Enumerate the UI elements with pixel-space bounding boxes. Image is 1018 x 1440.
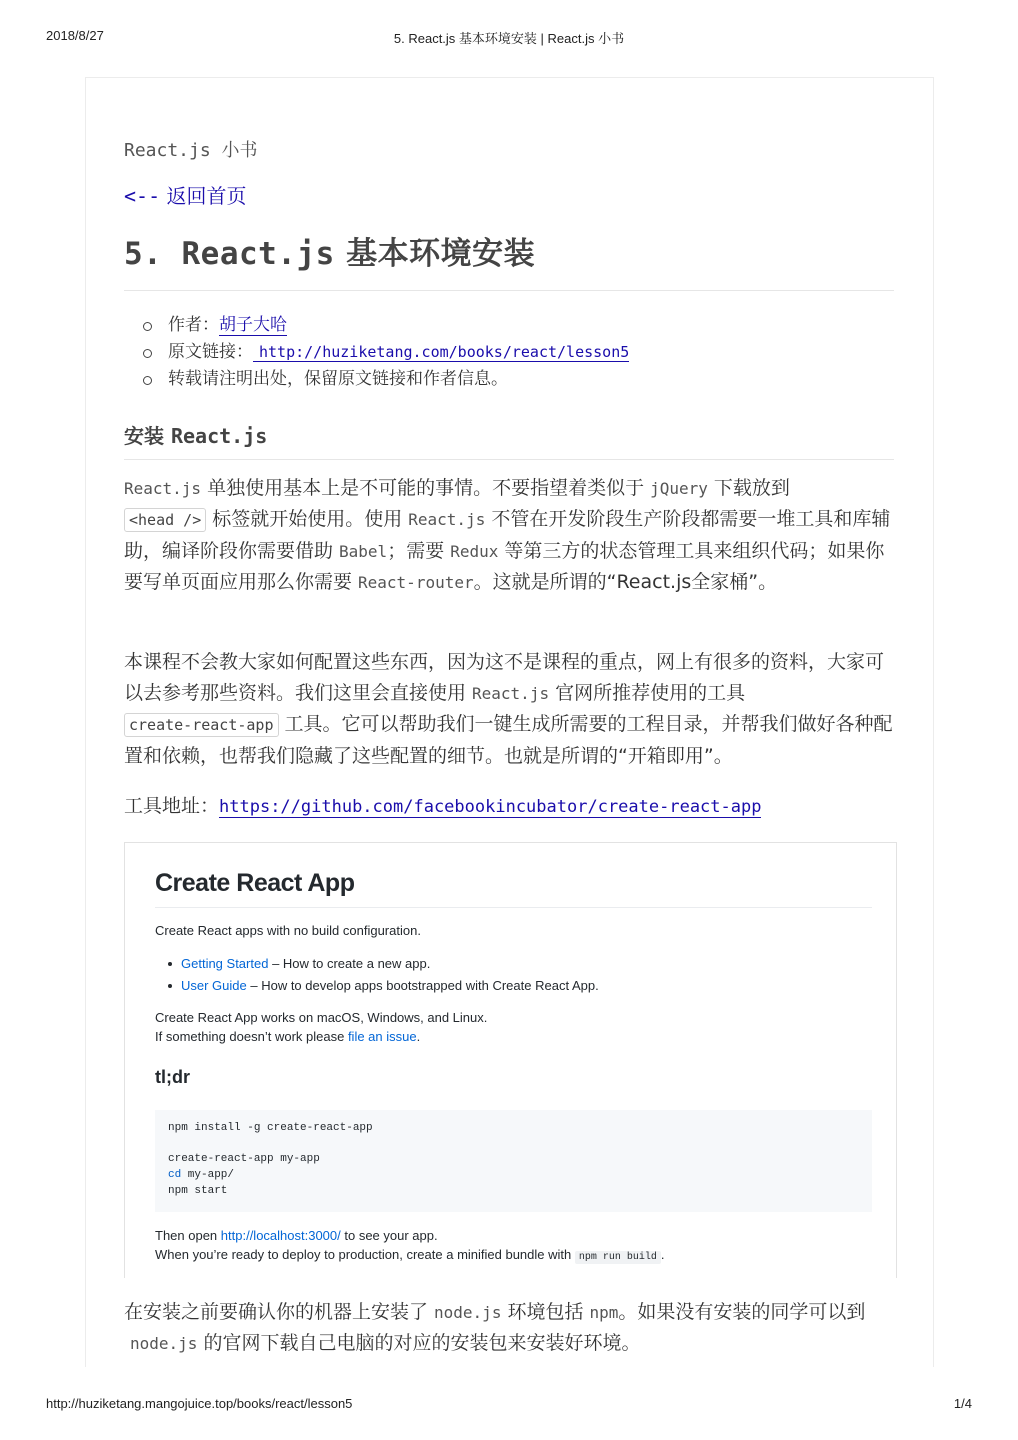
inline-code-box: <head /> — [124, 508, 206, 532]
page-title-suffix: 基本环境安装 — [346, 236, 536, 272]
text: . — [416, 1029, 421, 1044]
text: ；需要 — [387, 540, 445, 562]
section-divider — [124, 459, 894, 460]
meta-author — [168, 312, 629, 339]
shot-divider — [155, 907, 872, 908]
text: my-app/ — [181, 1169, 235, 1181]
text: 的官网下载自己电脑的对应的安装包来安装好环境。 — [203, 1332, 641, 1354]
localhost-link[interactable]: http://localhost:3000/ — [220, 1228, 341, 1243]
text: 标签就开始使用。使用 — [212, 508, 403, 530]
shot-code-block — [155, 1110, 872, 1212]
print-date: 2018/8/27 — [46, 28, 104, 43]
code-line: npm start — [168, 1185, 228, 1197]
user-guide-link[interactable]: User Guide — [181, 978, 247, 993]
text: 不管在开发阶段生产阶段都需要一堆工具和库辅助，编译阶段你需要借助 — [124, 508, 891, 562]
back-home-label: 返回首页 — [166, 184, 247, 208]
back-home-link[interactable] — [124, 180, 246, 209]
text: . — [660, 1247, 665, 1262]
inline-code: npm — [589, 1303, 619, 1322]
title-divider — [124, 290, 894, 291]
meta-source — [168, 339, 629, 366]
file-issue-link[interactable]: file an issue — [347, 1029, 417, 1044]
meta-notice: 转载请注明出处，保留原文链接和作者信息。 — [168, 366, 629, 393]
inline-code: Babel — [339, 542, 388, 561]
code-line — [168, 1169, 234, 1181]
shot-then-open — [155, 1226, 438, 1245]
code-line: create-react-app my-app — [168, 1153, 320, 1165]
text: 单独使用基本上是不可能的事情。不要指望着类似于 — [207, 477, 645, 499]
shot-deploy — [155, 1245, 665, 1267]
source-link[interactable]: http://huziketang.com/books/react/lesson5 — [253, 343, 629, 362]
inline-code: React.js — [472, 684, 550, 703]
page-title — [124, 228, 535, 273]
text: 本课程不会教大家如何配置这些东西，因为这不是课程的重点，网上有很多的资料，大家可以去参考那些资料。我们这里会直接使用 — [124, 651, 885, 704]
text: When you’re ready to deploy to production, create a minified bundle with — [155, 1247, 575, 1262]
tool-address-label: 工具地址： — [124, 795, 220, 817]
shot-bullets — [181, 953, 599, 997]
section-heading-code: React.js — [170, 424, 268, 448]
shot-issue-line — [155, 1027, 420, 1046]
tool-address-link[interactable]: https://github.com/facebookincubator/create-react-app — [219, 797, 762, 817]
author-link[interactable]: 胡子大哈 — [219, 315, 287, 335]
shot-bullet — [181, 975, 599, 997]
paragraph-intro — [124, 473, 896, 598]
shot-title: Create React App — [155, 869, 355, 897]
text: to see your app. — [340, 1228, 438, 1243]
inline-code-box: create-react-app — [124, 713, 279, 737]
text: – How to develop apps bootstrapped with Create React App. — [246, 978, 599, 993]
site-brand: React.js 小书 — [124, 140, 258, 161]
text: 环境包括 — [507, 1301, 584, 1323]
paragraph-node — [124, 1297, 896, 1359]
text: 下载放到 — [713, 477, 790, 499]
text: 官网所推荐使用的工具 — [555, 682, 746, 704]
text: 等第三方的状态管理工具来组织代码；如果你要写单页面应用那么你需要 — [124, 540, 885, 593]
source-label: 原文链接： — [168, 342, 253, 362]
section-heading-text: 安装 — [124, 424, 164, 448]
shot-works-on: Create React App works on macOS, Windows, and Linux. — [155, 1010, 488, 1025]
text: Then open — [155, 1228, 221, 1243]
article-meta — [168, 312, 629, 393]
print-url: http://huziketang.mangojuice.top/books/react/lesson5 — [46, 1396, 353, 1411]
code-keyword: cd — [168, 1169, 182, 1181]
page-title-prefix: 5. React.js — [124, 236, 335, 272]
shot-bullet — [181, 953, 599, 975]
text: 在安装之前要确认你的机器上安装了 — [124, 1301, 429, 1323]
print-footer — [46, 1396, 972, 1414]
inline-code: React-router — [358, 573, 474, 592]
section-heading — [124, 420, 267, 449]
text: 。如果没有安装的同学可以到 — [618, 1301, 866, 1323]
print-header — [46, 28, 972, 46]
inline-code: npm run build — [575, 1251, 661, 1264]
print-page-title: 5. React.js 基本环境安装 | React.js 小书 — [393, 31, 625, 46]
getting-started-link[interactable]: Getting Started — [181, 956, 269, 971]
page-number: 1/4 — [953, 1396, 972, 1411]
shot-intro: Create React apps with no build configuration. — [155, 923, 421, 938]
shot-tldr-heading: tl;dr — [155, 1067, 190, 1087]
create-react-app-screenshot — [124, 842, 897, 1278]
back-arrow: <-- — [124, 184, 161, 208]
inline-code: node.js — [130, 1334, 198, 1353]
inline-code: jQuery — [650, 479, 708, 498]
text: If something doesn’t work please — [155, 1029, 348, 1044]
inline-code: Redux — [450, 542, 499, 561]
text: – How to create a new app. — [268, 956, 431, 971]
inline-code: node.js — [434, 1303, 502, 1322]
code-line: npm install -g create-react-app — [168, 1122, 373, 1134]
author-label: 作者： — [168, 315, 219, 335]
text: 。这就是所谓的“React.js全家桶”。 — [473, 571, 778, 593]
paragraph-tooling — [124, 647, 896, 772]
inline-code: React.js — [124, 479, 202, 498]
inline-code: React.js — [408, 510, 486, 529]
text: 工具。它可以帮助我们一键生成所需要的工程目录，并帮我们做好各种配置和依赖，也帮我们隐藏了这些配置的细节。也就是所谓的“开箱即用”。 — [124, 713, 893, 767]
paragraph-tool-address — [124, 791, 896, 823]
